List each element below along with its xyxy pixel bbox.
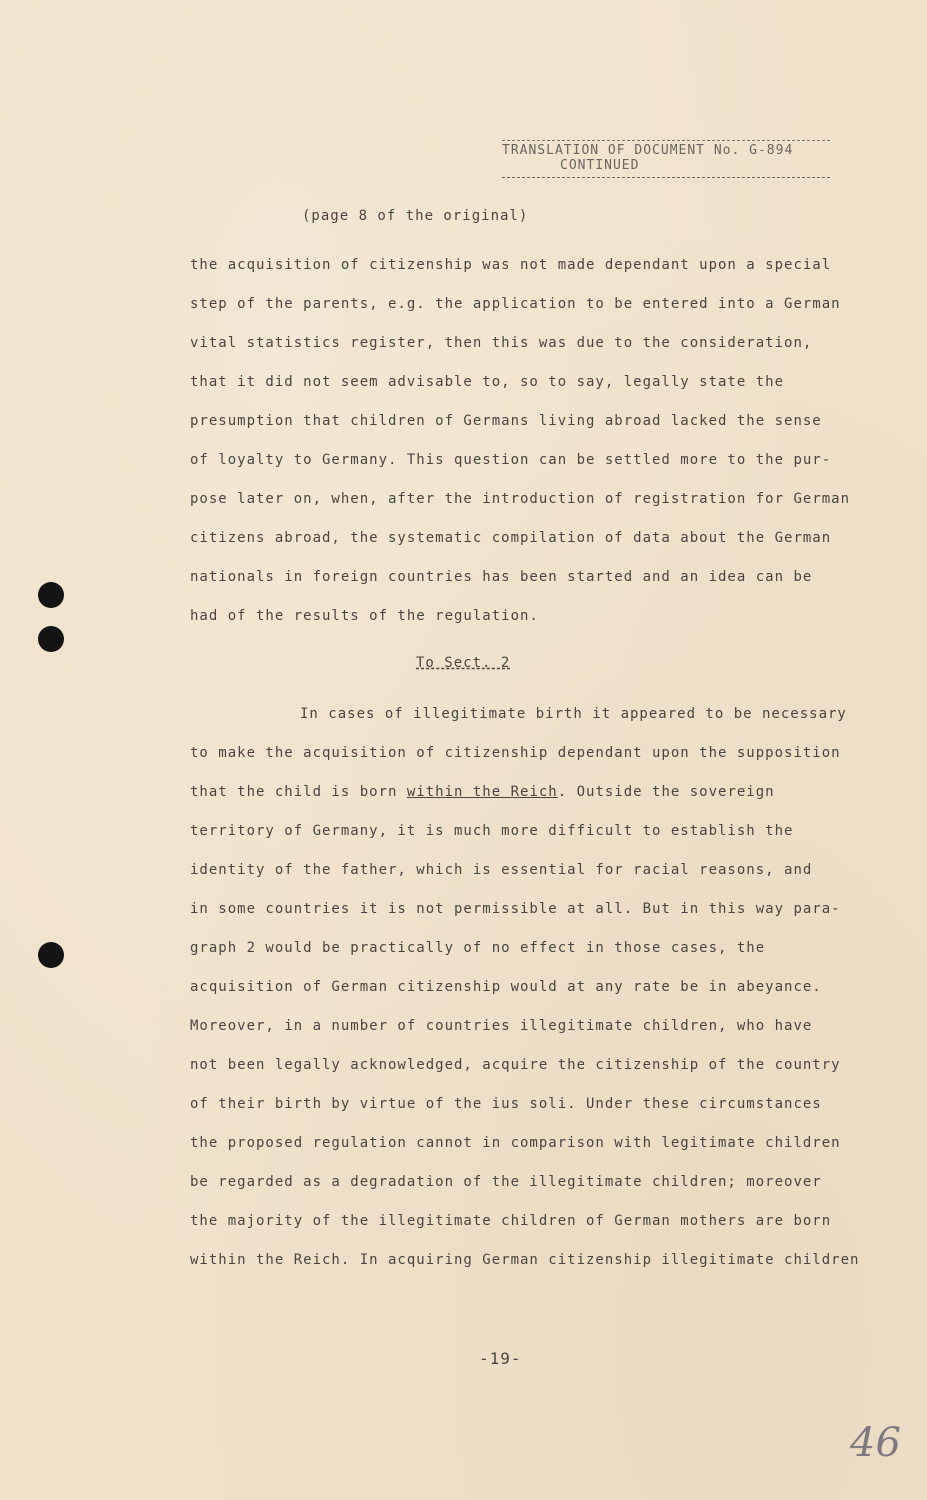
page-reference: (page 8 of the original) — [302, 208, 529, 224]
text-line: to make the acquisition of citizenship dependant upon the supposition — [190, 745, 841, 761]
text-line: the proposed regulation cannot in comparison with legitimate children — [190, 1135, 841, 1151]
text-line: had of the results of the regulation. — [190, 608, 539, 624]
text-line: presumption that children of Germans living abroad lacked the sense — [190, 413, 822, 429]
text-line: the majority of the illegitimate children of German mothers are born — [190, 1213, 832, 1229]
punch-hole — [38, 626, 64, 652]
paragraph-1 — [190, 246, 880, 636]
text-segment: . Outside the sovereign — [557, 784, 775, 800]
text-line: In cases of illegitimate birth it appeared to be necessary — [300, 706, 847, 722]
text-line: nationals in foreign countries has been started and an idea can be — [190, 569, 813, 585]
text-line: vital statistics register, then this was due to the consideration, — [190, 335, 813, 351]
document-header — [502, 140, 830, 178]
text-line: citizens abroad, the systematic compilation of data about the German — [190, 530, 832, 546]
paragraph-2 — [190, 695, 880, 1280]
handwritten-mark: 46 — [850, 1420, 901, 1466]
text-segment: that the child is born — [190, 784, 407, 800]
underlined-phrase: within the Reich — [406, 784, 558, 800]
header-rule — [502, 177, 830, 178]
text-line: identity of the father, which is essential for racial reasons, and — [190, 862, 813, 878]
text-line: territory of Germany, it is much more difficult to establish the — [190, 823, 794, 839]
text-line: step of the parents, e.g. the application to be entered into a German — [190, 296, 841, 312]
punch-hole — [38, 942, 64, 968]
text-line: of their birth by virtue of the ius soli. Under these circumstances — [190, 1096, 822, 1112]
text-line: of loyalty to Germany. This question can be settled more to the pur- — [190, 452, 832, 468]
text-line: be regarded as a degradation of the illegitimate children; moreover — [190, 1174, 822, 1190]
text-line: that it did not seem advisable to, so to say, legally state the — [190, 374, 785, 390]
text-line: pose later on, when, after the introduction of registration for German — [190, 491, 851, 507]
text-line: within the Reich. In acquiring German citizenship illegitimate children — [190, 1252, 860, 1268]
text-line — [190, 773, 880, 812]
text-line: not been legally acknowledged, acquire the citizenship of the country — [190, 1057, 841, 1073]
punch-hole — [38, 582, 64, 608]
page-number: -19- — [479, 1349, 522, 1368]
header-continued: CONTINUED — [560, 158, 640, 173]
text-line: acquisition of German citizenship would at any rate be in abeyance. — [190, 979, 822, 995]
text-line: graph 2 would be practically of no effect in those cases, the — [190, 940, 766, 956]
text-line: Moreover, in a number of countries illegitimate children, who have — [190, 1018, 813, 1034]
text-line: the acquisition of citizenship was not made dependant upon a special — [190, 257, 832, 273]
text-line: in some countries it is not permissible at all. But in this way para- — [190, 901, 841, 917]
header-title: TRANSLATION OF DOCUMENT No. G-894 — [502, 140, 830, 158]
section-heading: To Sect. 2 — [416, 655, 511, 671]
